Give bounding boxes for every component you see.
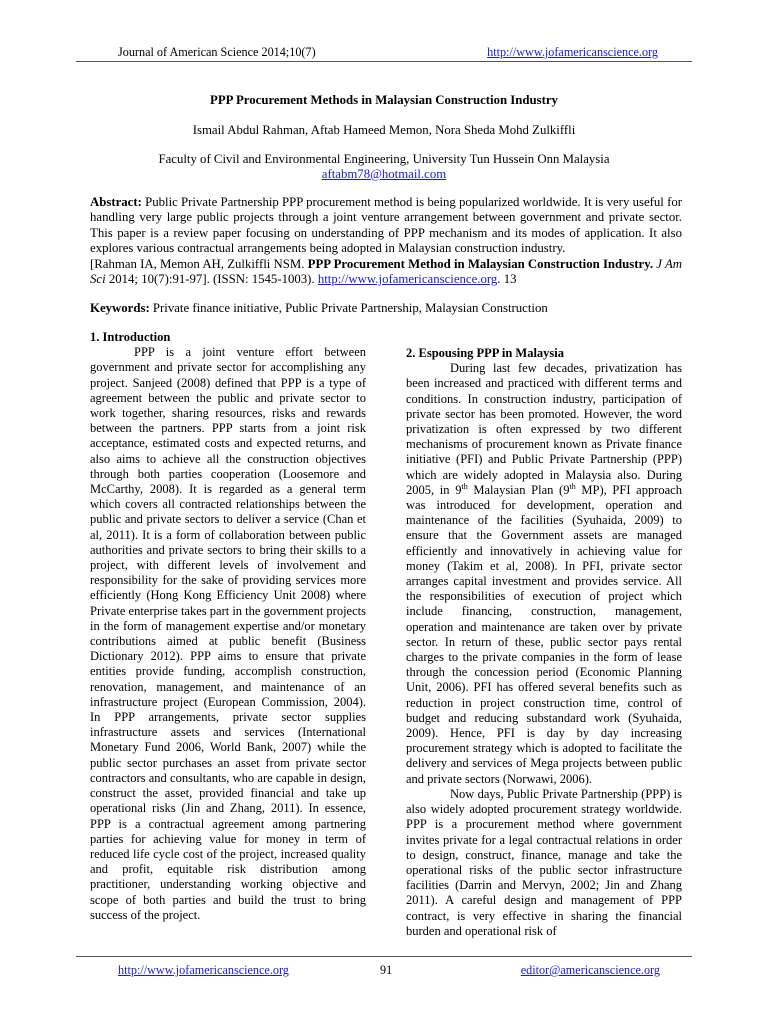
abstract-text: Public Private Partnership PPP procurement method is being popularized worldwide. It is very useful for handling very large public projects through a joint venture arrangement between government and private sector. This paper is a review paper focusing on understanding of PPP mechanism and its modes of application. It also explores various contractual arrangements being adopted in Malaysian construction industry.	[90, 195, 682, 256]
keywords-text: Private finance initiative, Public Private Partnership, Malaysian Construction	[149, 301, 548, 315]
para1-part-b: Malaysian Plan (9	[467, 482, 570, 497]
para1-part-c: MP), PFI approach was introduced for development, operation and maintenance of the facilities (Syuhaida, 2009) to ensure that the Government assets are managed efficiently and innovatively in achieving value for money (Takim et al, 2008). In PFI, private sector arranges capital investment and provides service. All the responsibilities of execution of project which include financing, construction, management, operation and maintenance are taken over by private sector. In return of these, public sector pays rental charges to the private companies in the form of lease through the concession period (Economic Planning Unit, 2006). PFI has offered several benefits such as reduction in project construction time, control of budget and reducing substandard work (Syuhaida, 2009). Hence, PFI is day by day increasing procurement strategy which is adopted to facilitate the delivery and services of Mega projects between public and private sectors (Norwawi, 2006).	[406, 482, 682, 786]
section-heading-introduction: 1. Introduction	[90, 330, 171, 344]
abstract-section	[90, 195, 682, 287]
citation-authors: [Rahman IA, Memon AH, Zulkiffli NSM.	[90, 256, 308, 271]
author-list: Ismail Abdul Rahman, Aftab Hameed Memon, Nora Sheda Mohd Zulkiffli	[192, 123, 576, 137]
ordinal-superscript: th	[569, 481, 576, 491]
espousing-paragraph-2: Now days, Public Private Partnership (PPP) is also widely adopted procurement strategy worldwide. PPP is a procurement method where government invites private for a legal contractual relations in order to design, construct, finance, manage and take the operational risks of the public sector infrastructure facilities (Darrin and Mervyn, 2002; Jin and Zhang 2011). A careful design and management of PPP contract, is very effective in sharing the financial burden and operational risk of	[406, 786, 682, 938]
citation-title: PPP Procurement Method in Malaysian Construction Industry.	[307, 256, 654, 271]
paper-title: PPP Procurement Methods in Malaysian Construction Industry	[210, 93, 558, 107]
journal-citation: Journal of American Science 2014;10(7)	[118, 45, 316, 59]
left-column	[90, 330, 366, 923]
header-divider	[76, 61, 692, 62]
ordinal-superscript: th	[461, 481, 468, 491]
section-heading-espousing-ppp: 2. Espousing PPP in Malaysia	[406, 346, 565, 360]
footer-divider	[76, 956, 692, 957]
keywords-label: Keywords:	[90, 301, 150, 315]
right-column	[406, 346, 682, 939]
citation-journal: J Am Sci	[90, 256, 683, 287]
citation	[90, 257, 682, 288]
abstract-body	[90, 195, 682, 257]
author-email-link[interactable]: aftabm78@hotmail.com	[321, 167, 447, 181]
para1-part-a: During last few decades, privatization has been increased and practiced with different terms and conditions. In construction industry, participation of private sector has been promoted. However, the word privatization is often expressed by two different mechanisms of procurement known as Private finance initiative (PFI) and Public Private Partnership (PPP) which are widely adopted in Malaysia also. During 2005, in 9	[406, 361, 682, 497]
introduction-paragraph: PPP is a joint venture effort between government and private sector for accomplishing any project. Sanjeed (2008) defined that PPP is a type of agreement between the public and private sector to work together, sharing resources, risks and rewards between the partners. PPP starts from a joint risk acceptance, estimated costs and expected returns, and also aims to achieve all the construction objectives through both parties cooperation (Loosemore and McCarthy, 2008). It is regarded as a general term which covers all contracted relationships between the public and private sectors to deliver a service (Chan et al, 2011). It is a form of collaboration between public authorities and private sectors to bring their skills to a project, with different levels of involvement and responsibility for the sake of providing services more efficiently (Hong Kong Efficiency Unit 2008) where Private enterprise takes part in the government projects in the form of management expertise and/or monetary contributions aimed at public benefit (Business Dictionary 2012). PPP aims to ensure that private entities provide funding, accomplish construction, renovation, management, and maintenance of an infrastructure project (European Commission, 2004). In PPP arrangements, private sector supplies infrastructure assets and services (International Monetary Fund 2006, World Bank, 2007) while the public sector purchases an asset from private sector contractors and consultants, who are capable in design, construct the asset, provided financial and take up operational risks (Jin and Zhang, 2011). In essence, PPP is a contractual agreement among partnering parties for achieving value for money in term of reduced life cycle cost of the project, increased quality and profit, equitable risk distribution among practitioner, understanding working objective and scope of both parties and build the trust to bring success of the project.	[90, 345, 366, 922]
page-number: 91	[380, 963, 393, 977]
citation-page: . 13	[497, 272, 517, 287]
footer-editor-email-link[interactable]: editor@americanscience.org	[520, 963, 660, 977]
espousing-paragraph-1	[406, 361, 682, 787]
footer-journal-link[interactable]: http://www.jofamericanscience.org	[118, 963, 289, 977]
affiliation: Faculty of Civil and Environmental Engineering, University Tun Hussein Onn Malaysia	[158, 152, 610, 166]
header-journal-link[interactable]: http://www.jofamericanscience.org	[487, 45, 658, 59]
keywords-line	[90, 301, 682, 316]
citation-details: 2014; 10(7):91-97]. (ISSN: 1545-1003).	[105, 272, 318, 287]
affiliation-block	[0, 152, 768, 182]
citation-link[interactable]: http://www.jofamericanscience.org	[317, 272, 498, 287]
abstract-label: Abstract:	[90, 195, 142, 209]
